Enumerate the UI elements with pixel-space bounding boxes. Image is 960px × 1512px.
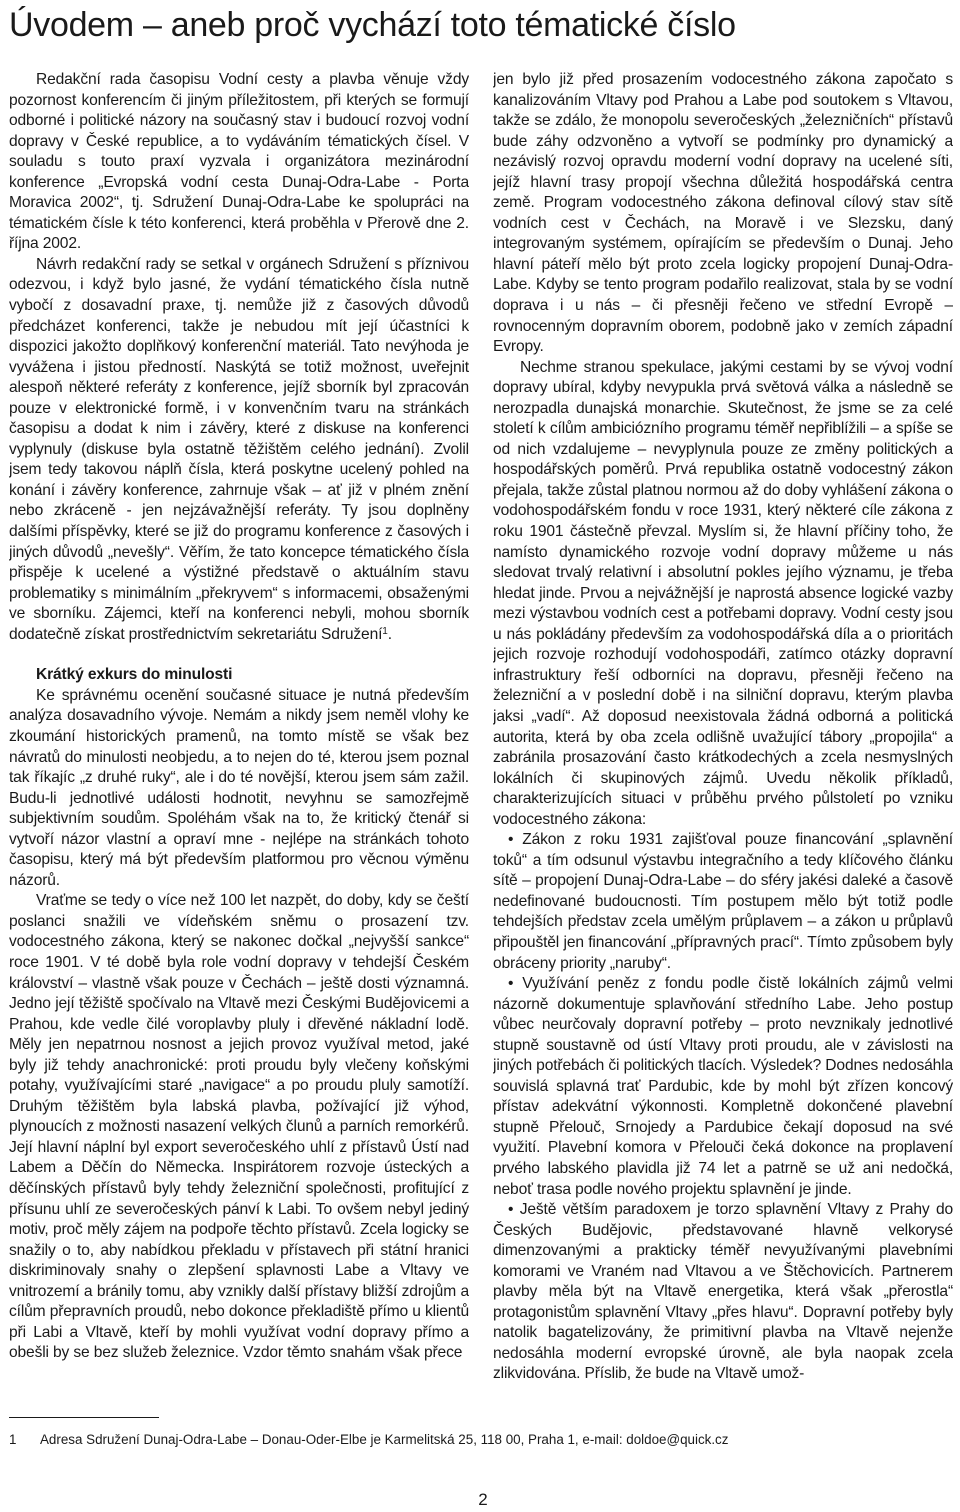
section-heading: Krátký exkurs do minulosti	[36, 666, 233, 684]
paragraph-continuation: jen bylo již před prosazením vodocestného zákona započato s kanalizováním Vltavy pod Prahou a Labe pod soutokem s Vltavou, takže se zdálo, že monopolu severočeských „železničních“ přístavů bude záhy odzvoněno a vytvoří se podmínky pro dynamický a nezávislý rozvoj opravdu moderní vodní dopravy na ucelené síti, jejíž hlavní trasy propojí všechna důležitá hospodářská centra země. Program vodocestného zákona definoval cílový stav sítě vodních cest v Čechách, na Moravě i ve Slezsku, daný integrovaným systémem, opírajícím se především o Dunaj. Jeho hlavní páteří mělo být proto zcela logicky propojení Dunaj-Odra-Labe. Kdyby se tento program podařilo realizovat, stala by se vodní doprava i u nás – či přesněji řečeno ve střední Evropě – rovnocenným dopravním oborem, podobně jako v zemích západní Evropy.	[493, 71, 953, 356]
article-title: Úvodem – aneb proč vychází toto tématické číslo	[9, 6, 736, 44]
paragraph-history-2: Vraťme se tedy o více než 100 let nazpět, do doby, kdy se čeští poslanci snažili ve vídeňském sněmu o prosazení tzv. vodocestného zákona, který se nakonec dočkal „nejvyšší sankce“ roce 1901. V té době byla role vodní dopravy v tehdejší Českém království – vlastně však pouze v Čechách – ještě dosti významná. Jedno její těžiště spočívalo na Vltavě mezi Českými Budějovicemi a Prahou, kde vedle čilé voroplavby pluly i dřevěné nákladní lodě. Měly jen nepatrnou nosnost a jejich provoz využíval metod, jaké byly již tehdy anachronické: proti proudu byly vlečeny koňskými potahy, využívajícími staré „navigace“ a po proudu pluly samotíží. Druhým těžištěm byla labská plavba, požívající již výhod, plynoucích z možnosti nasazení velkých člunů a parních remorkérů. Její hlavní náplní byl export severočeského uhlí z přístavů Ústí nad Labem a Děčín do Německa. Inspirátorem rozvoje ústeckých a děčínských přístavů byly tehdy železniční společnosti, profitující z přísunu uhlí ze severočeských pánví k Labi. To ovšem nebyl jediný motiv, proč měly zájem na podpoře těchto přístavů. Zcela logicky se snažily o to, aby nabídkou překladu v přístavech při státní hranici diskriminovaly snahy o zlepšení splavnosti Labe a Vltavy ve vnitrozemí a bránily tomu, aby vznikly další přístavy bližší zdrojům a cílům přepravních proudů, nebo dokonce překladiště přímo u klientů při Labi a Vltavě, kteří by mohli využívat vodní dopravy přímo a obešli by se bez služeb železnice. Vzdor těmto snahám však přece	[9, 892, 469, 1362]
bullet-item-1931-law: • Zákon z roku 1931 zajišťoval pouze financování „splavnění toků“ a tím odsunul výstavbu integračního a tedy klíčového článku sítě – propojení Dunaj-Odra-Labe – do sféry jakési daleké a časově nedefinované budoucnosti. Tím postupem mělo být totiž podle tehdejších představ zcela umělým průplavem – a zákon u průplavů připouštěl jen financování „přípravných prací“. Tímto způsobem byly obráceny priority „naruby“.	[493, 831, 953, 972]
paragraph-speculation: Nechme stranou spekulace, jakými cestami by se vývoj vodní dopravy ubíral, kdyby nevypukla prvá světová válka a následně se nerozpadla dunajská monarchie. Skutečnost, že jsme se za celé století k cílům ambiciózního programu téměř nepřiblížili – a spíše se od nich vzdalujeme – nevyplynula pouze ze změny politických a hospodářských poměrů. Prvá republika ostatně vodocestný zákon přejala, takže zůstal platnou normou až do doby vyhlášení zákona o vodohospodářském fondu v roce 1931, který některé cíle zákona z roku 1901 částečně převzal. Myslím si, že hlavní příčiny toho, že namísto dynamického rozvoje vodní dopravy můžeme u nás sledovat trvalý relativní i absolutní pokles jejího významu, je třeba hledat jinde. Prvou a nejvážnější je naprostá absence logické vazby mezi výstavbou vodních cest a potřebami dopravy. Vodní cesty jsou u nás pokládány především za vodohospodářská díla a o prioritách jejich rozvoje rozhodují vodohospodáři, zatímco otázky dopravní infrastruktury řeší odborníci na dopravu, přesněji řečeno na železniční a v poslední době i na silniční dopravu, kterým plavba jaksi „vadí“. Až doposud neexistovala žádná odborná a politická autorita, která by oba zcela odlišně uvažující tábory „propojila“ a zabránila prosazování často krátkodechých a zcela nesmyslných lokálních či skupinových zájmů. Uvedu několik příkladů, charakterizujících situaci v průběhu prvého půlstoletí po vzniku vodocestného zákona:	[493, 358, 953, 828]
paragraph-intro-2-text: Návrh redakční rady se setkal v orgánech Sdružení s příznivou odezvou, i když bylo jasné, že vydání tématického čísla nutně vybočí z dosavadní praxe, tj. nemůže již z časových důvodů předcházet konferenci, takže je nebudou mít její účastníci k dispozici jakožto doplňkový konferenční materiál. Tato nevýhoda je vyvážena i jistou předností. Naskýtá se totiž možnost, uveřejnit alespoň některé referáty z konference, jejíž sborník byl zpracován pouze v elektronické formě, i v konvenčním tvaru na stránkách časopisu a dodat k nim i závěry, které z diskuse na konferenci vyplynuly (diskuse byla ostatně těžištěm celého jednání). Zvolil jsem tedy takovou náplň čísla, která poskytne ucelený pohled na konání i závěry konference, zahrnuje však – ať již v plném znění nebo zkráceně - jen nejzávažnější referáty. Ty jsou doplněny dalšími příspěvky, které se již do programu konference z časových i jiných důvodů „nevešly“. Věřím, že tato koncepce tématického čísla přispěje k ucelené a výstižné představě o aktuálním stavu problematiky s minimálním „překryvem“ s informacemi, obsaženými ve sborníku. Zájemci, kteří na konferenci nebyli, mohou sborník dodatečně získat prostřednictvím sekretariátu Sdružení	[9, 255, 469, 643]
paragraph-end-period: .	[387, 625, 392, 643]
paragraph-intro-2	[9, 255, 469, 645]
footnote-reference: 1	[382, 625, 388, 637]
right-column	[493, 70, 953, 1400]
footnote-text: Adresa Sdružení Dunaj-Odra-Labe – Donau-Oder-Elbe je Karmelitská 25, 118 00, Praha 1, e-mail: doldoe@quick.cz	[40, 1432, 729, 1447]
paragraph-history-1: Ke správnému ocenění současné situace je nutná především analýza dosavadního vývoje. Nemám a nikdy jsem neměl vlohy ke zkoumání historických pramenů, na tomto místě se však bez návratů do minulosti neobjedu, a to nejen do té, kterou jsem poznal tak říkajíc „z druhé ruky“, ale i do té novější, kterou jsem sám zažil. Budu-li jednotlivé události hodnotit, nevyhnu se samozřejmě subjektivním soudům. Spoléhám však na to, že kritický čtenář si vytvoří názor vlastní a opraví mne - nejlépe na stránkách tohoto časopisu, který má být především platformou pro věcnou výměnu názorů.	[9, 686, 469, 889]
footnote	[9, 1431, 949, 1449]
footnote-marker: 1	[9, 1432, 17, 1447]
bullet-item-labe: • Využívání peněz z fondu podle čistě lokálních zájmů velmi názorně dokumentuje splavňování středního Labe. Jeho postup vůbec neurčovaly dopravní potřeby – proto nevznikaly jednotlivé stupně soustavně od ústí Vltavy proti proudu, ale v závislosti na jiných potřebách či politických tlacích. Výsledek? Dodnes nedosáhla souvislá splavná trať Pardubic, kde by mohl být zřízen koncový přístav adekvátní výkonnosti. Kompletně dokončené plavební stupně Přelouč, Srnojedy a Pardubice čekají doposud na své využití. Plavební komora v Přelouči čeká dokonce na proplavení prvého labského plavidla již 74 let a patrně se už ani nedočká, neboť trasa podle nového projektu splavnění je jinde.	[493, 975, 953, 1198]
paragraph-intro-1: Redakční rada časopisu Vodní cesty a plavba věnuje vždy pozornost konferencím či jiným příležitostem, při kterých se formují odborné i politické názory na současný stav i budoucí rozvoj vodní dopravy v České republice, a to vydáváním tématických čísel. V souladu s touto praxí vyzvala i organizátora mezinárodní konference „Evropská vodní cesta Dunaj-Odra-Labe - Porta Moravica 2002“, tj. Sdružení Dunaj-Odra-Labe ke spolupráci na tématickém čísle k této konferenci, která proběhla v Přerově dne 2. října 2002.	[9, 71, 469, 253]
left-column	[9, 70, 469, 1400]
bullet-item-vltava: • Ještě větším paradoxem je torzo splavnění Vltavy z Prahy do Českých Budějovic, představované hlavně velkorysé dimenzovanými a prakticky téměř nevyužívanými plavebními komorami ve Vraném nad Vltavou a ve Štěchovicích. Partnerem plavby měla být na Vltavě energetika, která však „přerostla“ protagonistům splavnění Vltavy „přes hlavu“. Dopravní potřeby byly natolik bagatelizovány, že primitivní plavba na Vltavě nejenže nedosáhla moderní evropské úrovně, ale byla naopak zcela zlikvidována. Příslib, že bude na Vltavě umož-	[493, 1201, 953, 1383]
footnote-divider	[9, 1417, 159, 1418]
page-number: 2	[478, 1490, 488, 1509]
